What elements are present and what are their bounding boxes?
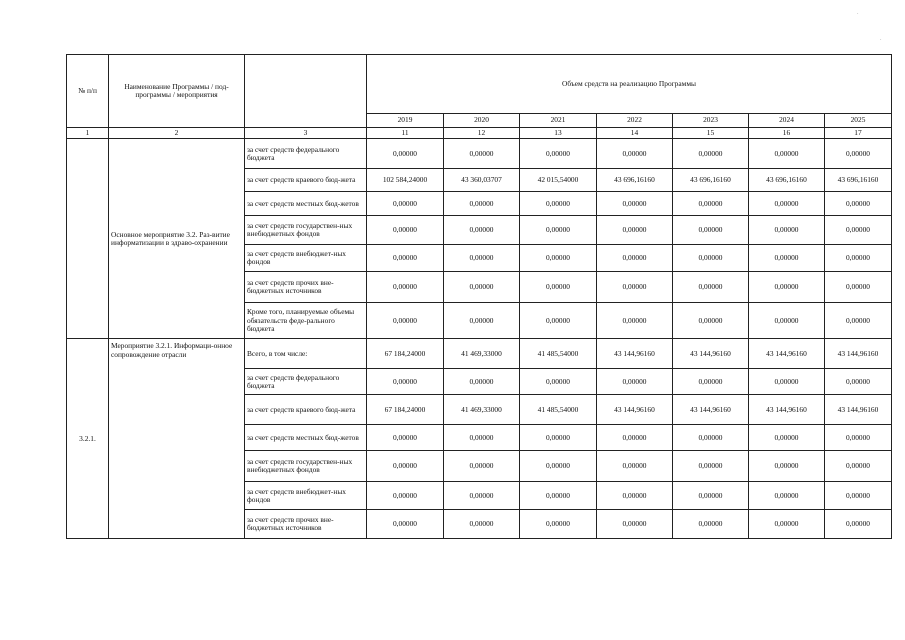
amount-cell: 0,00000	[367, 303, 444, 339]
amount-cell: 0,00000	[367, 272, 444, 303]
amount-cell: 0,00000	[597, 451, 673, 482]
amount-cell: 0,00000	[444, 272, 520, 303]
amount-cell: 0,00000	[673, 216, 749, 245]
amount-cell: 0,00000	[749, 139, 825, 169]
funding-source: за счет средств государствен-ных внебюджетных фондов	[245, 216, 367, 245]
amount-cell: 0,00000	[825, 216, 892, 245]
amount-cell: 0,00000	[673, 272, 749, 303]
amount-cell: 0,00000	[444, 482, 520, 510]
amount-cell: 0,00000	[749, 425, 825, 451]
amount-cell: 0,00000	[673, 510, 749, 539]
volume-header: Объем средств на реализацию Программы	[367, 55, 892, 114]
item-name: Основное мероприятие 3.2. Раз-витие информатизации в здраво-охранении	[109, 139, 245, 339]
amount-cell: 0,00000	[673, 482, 749, 510]
column-number: 13	[520, 128, 597, 139]
amount-cell: 0,00000	[825, 272, 892, 303]
amount-cell: 0,00000	[749, 272, 825, 303]
item-index	[67, 139, 109, 339]
header-row-top	[67, 55, 892, 114]
amount-cell: 0,00000	[520, 272, 597, 303]
amount-cell: 43 144,96160	[825, 395, 892, 425]
amount-cell: 0,00000	[597, 369, 673, 395]
scan-mark: .	[880, 36, 882, 42]
amount-cell: 0,00000	[825, 451, 892, 482]
column-number: 11	[367, 128, 444, 139]
amount-cell: 0,00000	[520, 245, 597, 272]
funding-source: за счет средств местных бюд-жетов	[245, 425, 367, 451]
amount-cell: 0,00000	[444, 192, 520, 216]
column-number-row	[67, 128, 892, 139]
amount-cell: 0,00000	[825, 245, 892, 272]
amount-cell: 0,00000	[444, 245, 520, 272]
col3-header	[245, 55, 367, 128]
amount-cell: 43 144,96160	[597, 339, 673, 369]
amount-cell: 41 485,54000	[520, 395, 597, 425]
table-row	[67, 139, 892, 169]
amount-cell: 0,00000	[520, 425, 597, 451]
amount-cell: 0,00000	[673, 303, 749, 339]
amount-cell: 0,00000	[520, 482, 597, 510]
amount-cell: 0,00000	[597, 272, 673, 303]
amount-cell: 0,00000	[444, 425, 520, 451]
amount-cell: 43 696,16160	[749, 169, 825, 192]
amount-cell: 0,00000	[444, 510, 520, 539]
scan-mark: .	[857, 10, 859, 16]
amount-cell: 0,00000	[444, 303, 520, 339]
amount-cell: 0,00000	[749, 216, 825, 245]
year-header: 2022	[597, 114, 673, 128]
amount-cell: 0,00000	[367, 139, 444, 169]
amount-cell: 67 184,24000	[367, 339, 444, 369]
amount-cell: 0,00000	[367, 482, 444, 510]
amount-cell: 0,00000	[825, 369, 892, 395]
year-header: 2023	[673, 114, 749, 128]
amount-cell: 0,00000	[597, 245, 673, 272]
amount-cell: 102 584,24000	[367, 169, 444, 192]
amount-cell: 0,00000	[520, 510, 597, 539]
budget-table	[66, 54, 892, 539]
item-name: Мероприятие 3.2.1. Информаци-онное сопровождение отрасли	[109, 339, 245, 539]
amount-cell: 0,00000	[673, 369, 749, 395]
funding-source: за счет средств внебюджет-ных фондов	[245, 245, 367, 272]
amount-cell: 67 184,24000	[367, 395, 444, 425]
year-header: 2024	[749, 114, 825, 128]
amount-cell: 43 144,96160	[749, 395, 825, 425]
column-number: 2	[109, 128, 245, 139]
amount-cell: 0,00000	[673, 451, 749, 482]
amount-cell: 0,00000	[749, 245, 825, 272]
amount-cell: 41 485,54000	[520, 339, 597, 369]
amount-cell: 0,00000	[367, 216, 444, 245]
column-number: 14	[597, 128, 673, 139]
amount-cell: 0,00000	[749, 510, 825, 539]
amount-cell: 0,00000	[520, 192, 597, 216]
amount-cell: 0,00000	[673, 245, 749, 272]
amount-cell: 43 144,96160	[673, 395, 749, 425]
amount-cell: 0,00000	[444, 139, 520, 169]
amount-cell: 0,00000	[597, 216, 673, 245]
funding-source: за счет средств внебюджет-ных фондов	[245, 482, 367, 510]
table-row	[67, 339, 892, 369]
column-number: 12	[444, 128, 520, 139]
amount-cell: 0,00000	[367, 192, 444, 216]
amount-cell: 0,00000	[749, 369, 825, 395]
column-number: 1	[67, 128, 109, 139]
amount-cell: 0,00000	[825, 192, 892, 216]
funding-source: за счет средств прочих вне-бюджетных источников	[245, 510, 367, 539]
amount-cell: 0,00000	[444, 451, 520, 482]
amount-cell: 41 469,33000	[444, 395, 520, 425]
funding-source: Всего, в том числе:	[245, 339, 367, 369]
funding-source: за счет средств прочих вне-бюджетных источников	[245, 272, 367, 303]
amount-cell: 0,00000	[825, 425, 892, 451]
amount-cell: 0,00000	[444, 216, 520, 245]
funding-source: Кроме того, планируемые объемы обязательств феде-рального бюджета	[245, 303, 367, 339]
amount-cell: 43 360,03707	[444, 169, 520, 192]
year-header: 2025	[825, 114, 892, 128]
amount-cell: 0,00000	[597, 139, 673, 169]
amount-cell: 0,00000	[367, 245, 444, 272]
year-header: 2020	[444, 114, 520, 128]
amount-cell: 0,00000	[520, 139, 597, 169]
year-header: 2019	[367, 114, 444, 128]
amount-cell: 0,00000	[673, 139, 749, 169]
name-header: Наименование Программы / под-программы / мероприятия	[109, 55, 245, 128]
amount-cell: 0,00000	[520, 369, 597, 395]
amount-cell: 0,00000	[444, 369, 520, 395]
num-header: № п/п	[67, 55, 109, 128]
amount-cell: 43 696,16160	[673, 169, 749, 192]
amount-cell: 0,00000	[749, 482, 825, 510]
amount-cell: 43 144,96160	[749, 339, 825, 369]
amount-cell: 0,00000	[367, 510, 444, 539]
amount-cell: 0,00000	[520, 303, 597, 339]
amount-cell: 0,00000	[597, 303, 673, 339]
amount-cell: 0,00000	[673, 192, 749, 216]
amount-cell: 0,00000	[367, 369, 444, 395]
column-number: 16	[749, 128, 825, 139]
amount-cell: 0,00000	[597, 510, 673, 539]
funding-source: за счет средств федерального бюджета	[245, 369, 367, 395]
amount-cell: 0,00000	[673, 425, 749, 451]
amount-cell: 43 144,96160	[825, 339, 892, 369]
column-number: 3	[245, 128, 367, 139]
amount-cell: 43 144,96160	[673, 339, 749, 369]
amount-cell: 43 144,96160	[597, 395, 673, 425]
amount-cell: 0,00000	[520, 216, 597, 245]
funding-source: за счет средств краевого бюд-жета	[245, 169, 367, 192]
table-body	[67, 55, 892, 539]
amount-cell: 0,00000	[597, 192, 673, 216]
amount-cell: 0,00000	[825, 303, 892, 339]
amount-cell: 41 469,33000	[444, 339, 520, 369]
amount-cell: 0,00000	[825, 139, 892, 169]
funding-source: за счет средств краевого бюд-жета	[245, 395, 367, 425]
funding-source: за счет средств федерального бюджета	[245, 139, 367, 169]
amount-cell: 0,00000	[825, 482, 892, 510]
year-header: 2021	[520, 114, 597, 128]
amount-cell: 0,00000	[597, 425, 673, 451]
amount-cell: 0,00000	[520, 451, 597, 482]
amount-cell: 0,00000	[825, 510, 892, 539]
funding-source: за счет средств государствен-ных внебюджетных фондов	[245, 451, 367, 482]
funding-source: за счет средств местных бюд-жетов	[245, 192, 367, 216]
amount-cell: 42 015,54000	[520, 169, 597, 192]
amount-cell: 43 696,16160	[597, 169, 673, 192]
amount-cell: 0,00000	[749, 192, 825, 216]
item-index: 3.2.1.	[67, 339, 109, 539]
amount-cell: 0,00000	[749, 451, 825, 482]
amount-cell: 0,00000	[367, 451, 444, 482]
amount-cell: 0,00000	[749, 303, 825, 339]
amount-cell: 43 696,16160	[825, 169, 892, 192]
amount-cell: 0,00000	[597, 482, 673, 510]
column-number: 17	[825, 128, 892, 139]
amount-cell: 0,00000	[367, 425, 444, 451]
column-number: 15	[673, 128, 749, 139]
